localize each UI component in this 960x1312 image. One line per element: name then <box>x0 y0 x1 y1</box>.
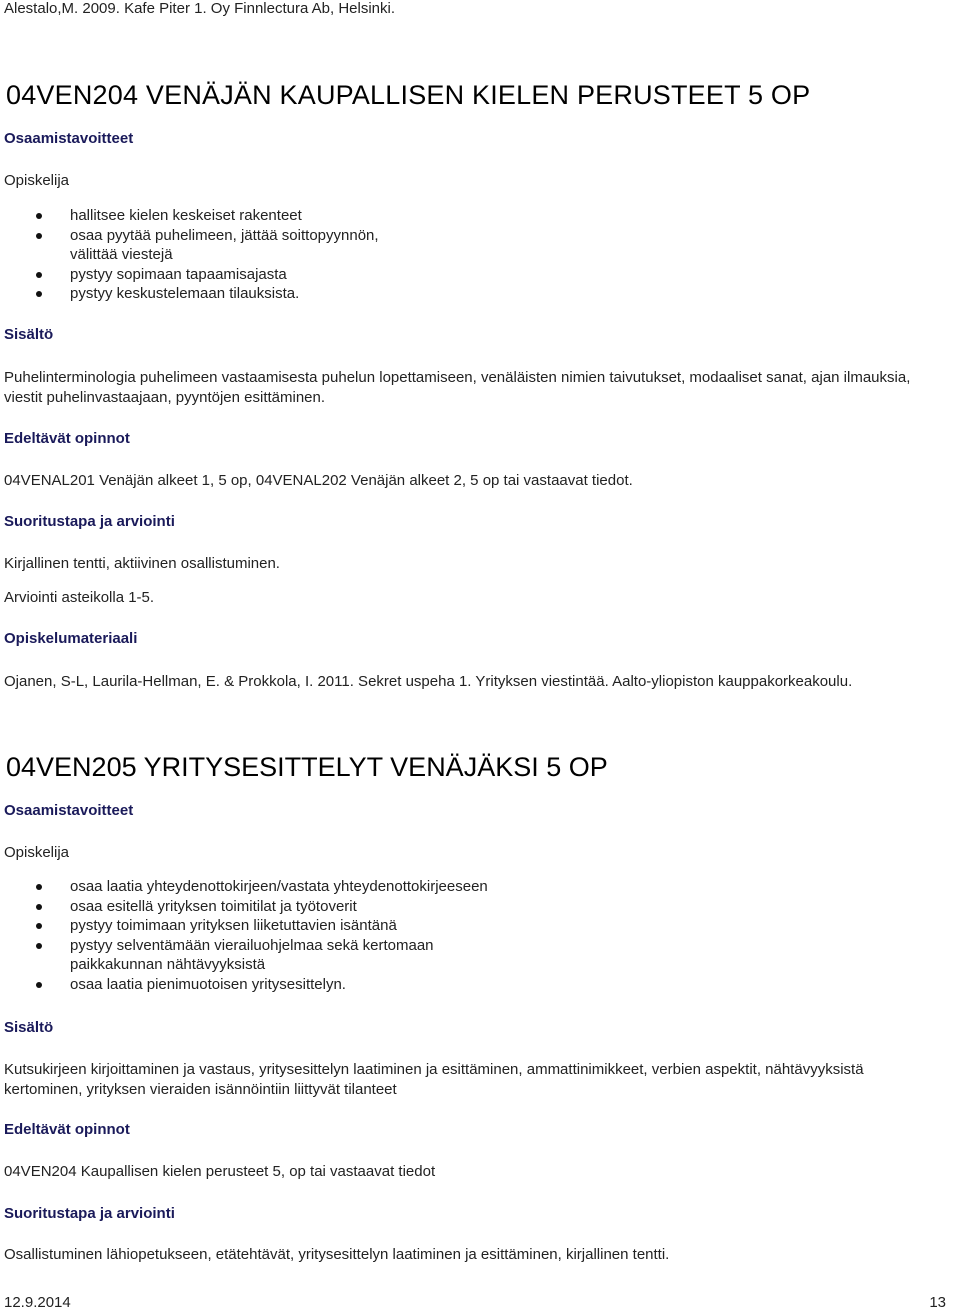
list-item: pystyy toimimaan yrityksen liiketuttavien isäntänä <box>36 916 556 936</box>
course-title: 04VEN205 YRITYSESITTELYT VENÄJÄKSI 5 OP <box>6 752 608 782</box>
student-label: Opiskelija <box>4 172 70 189</box>
list-item: osaa pyytää puhelimeen, jättää soittopyynnön, välittää viestejä <box>36 226 400 265</box>
student-label: Opiskelija <box>4 844 70 861</box>
grading-text: Arviointi asteikolla 1-5. <box>4 589 155 606</box>
content-text: Puhelinterminologia puhelimeen vastaamisesta puhelun lopettamiseen, venäläisten nimien taivutukset, modaaliset sanat, ajan ilmauksia, viestit puhelinvastaajaan, pyyntöjen esittäminen. <box>4 369 911 406</box>
prereq-heading: Edeltävät opinnot <box>4 1121 130 1138</box>
page-number: 13 <box>929 1294 946 1311</box>
reference-line: Alestalo,M. 2009. Kafe Piter 1. Oy Finnlectura Ab, Helsinki. <box>4 0 396 17</box>
goals-heading: Osaamistavoitteet <box>4 130 134 147</box>
material-heading: Opiskelumateriaali <box>4 630 138 647</box>
course-title: 04VEN204 VENÄJÄN KAUPALLISEN KIELEN PERUSTEET 5 OP <box>6 80 811 110</box>
prereq-text: 04VEN204 Kaupallisen kielen perusteet 5, op tai vastaavat tiedot <box>4 1163 436 1180</box>
assessment-text: Kirjallinen tentti, aktiivinen osallistuminen. <box>4 555 280 572</box>
prereq-text: 04VENAL201 Venäjän alkeet 1, 5 op, 04VENAL202 Venäjän alkeet 2, 5 op tai vastaavat tiedot. <box>4 472 633 489</box>
goals-list <box>36 877 556 994</box>
prereq-heading: Edeltävät opinnot <box>4 430 130 447</box>
content-heading: Sisältö <box>4 326 54 343</box>
material-text: Ojanen, S-L, Laurila-Hellman, E. & Prokkola, I. 2011. Sekret uspeha 1. Yrityksen viestintää. Aalto-yliopiston kauppakorkeakoulu. <box>4 673 853 690</box>
footer-date: 12.9.2014 <box>4 1294 71 1311</box>
list-item: pystyy sopimaan tapaamisajasta <box>36 265 456 285</box>
content-heading: Sisältö <box>4 1019 54 1036</box>
assessment-heading: Suoritustapa ja arviointi <box>4 1205 175 1222</box>
list-item: hallitsee kielen keskeiset rakenteet <box>36 206 456 226</box>
list-item: pystyy selventämään vierailuohjelmaa sekä kertomaan paikkakunnan nähtävyyksistä <box>36 936 530 975</box>
content-text: Kutsukirjeen kirjoittaminen ja vastaus, yritysesittelyn laatiminen ja esittäminen, ammattinimikkeet, verbien aspektit, nähtävyyksistä kertominen, yrityksen vieraiden isännöintiin liittyvät tilanteet <box>4 1061 864 1098</box>
list-item: osaa laatia pienimuotoisen yritysesittelyn. <box>36 975 556 995</box>
assessment-heading: Suoritustapa ja arviointi <box>4 513 175 530</box>
list-item: osaa esitellä yrityksen toimitilat ja työtoverit <box>36 897 556 917</box>
assessment-text: Osallistuminen lähiopetukseen, etätehtävät, yritysesittelyn laatiminen ja esittäminen, kirjallinen tentti. <box>4 1246 670 1263</box>
list-item: osaa laatia yhteydenottokirjeen/vastata yhteydenottokirjeeseen <box>36 877 556 897</box>
list-item: pystyy keskustelemaan tilauksista. <box>36 284 456 304</box>
goals-list <box>36 206 456 304</box>
goals-heading: Osaamistavoitteet <box>4 802 134 819</box>
